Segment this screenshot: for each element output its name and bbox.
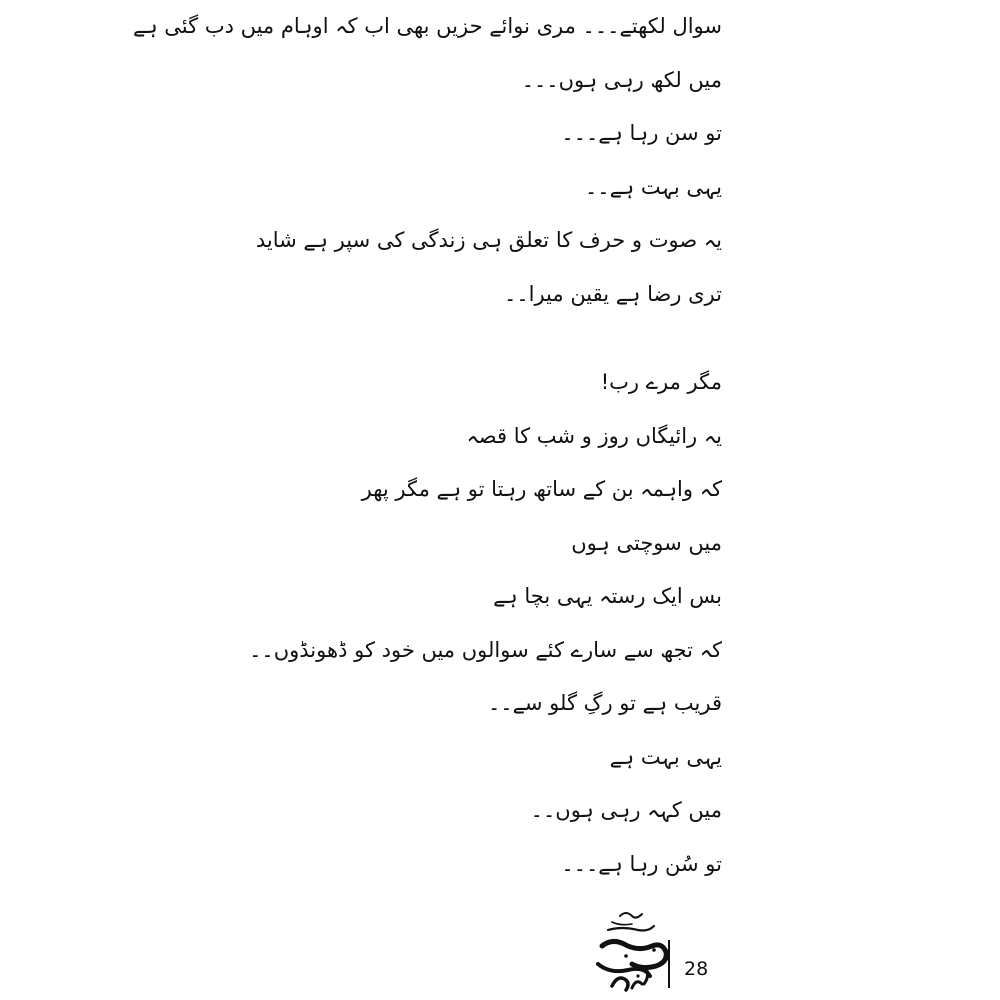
poem-line: قریب ہے تو رگِ گلو سے۔۔ [487,691,722,715]
poem-line: تو سن رہا ہے۔۔۔ [561,121,722,145]
poem-line: کہ واہمہ بن کے ساتھ رہتا تو ہے مگر پھر [361,477,722,501]
poem-line: میں لکھ رہی ہوں۔۔۔ [521,67,722,92]
page-number: 28 [684,958,709,980]
poem-line: تو سُن رہا ہے۔۔۔ [561,851,722,876]
poem-stanza-2 [249,362,722,897]
poem-line: کہ تجھ سے سارے کئے سوالوں میں خود کو ڈھونڈوں۔۔ [249,637,722,662]
poem-line: سوال لکھتے۔۔۔ مری نوائے حزیں بھی اب کہ اوہام میں دب گئی ہے [133,14,722,38]
poem-line: بس ایک رستہ یہی بچا ہے [493,584,722,608]
page-footer [0,900,1000,1000]
poem-line: یہ رائیگاں روز و شب کا قصہ [466,423,722,448]
poem-stanza-1 [133,6,722,327]
calligraphy-logo [582,906,682,996]
poem-line: یہی بہت ہے [609,744,722,769]
poem-line: یہ صوت و حرف کا تعلق ہی زندگی کی سپر ہے شاید [255,228,722,252]
poem-line: تری رضا ہے یقین میرا۔۔ [504,281,722,306]
poem-line: میں کہہ رہی ہوں۔۔ [530,798,722,822]
poem-line: میں سوچتی ہوں [571,530,722,555]
poem-line: یہی بہت ہے۔۔ [585,174,722,199]
poem-line: مگر مرے رب! [600,370,722,394]
footer-divider [668,940,670,988]
